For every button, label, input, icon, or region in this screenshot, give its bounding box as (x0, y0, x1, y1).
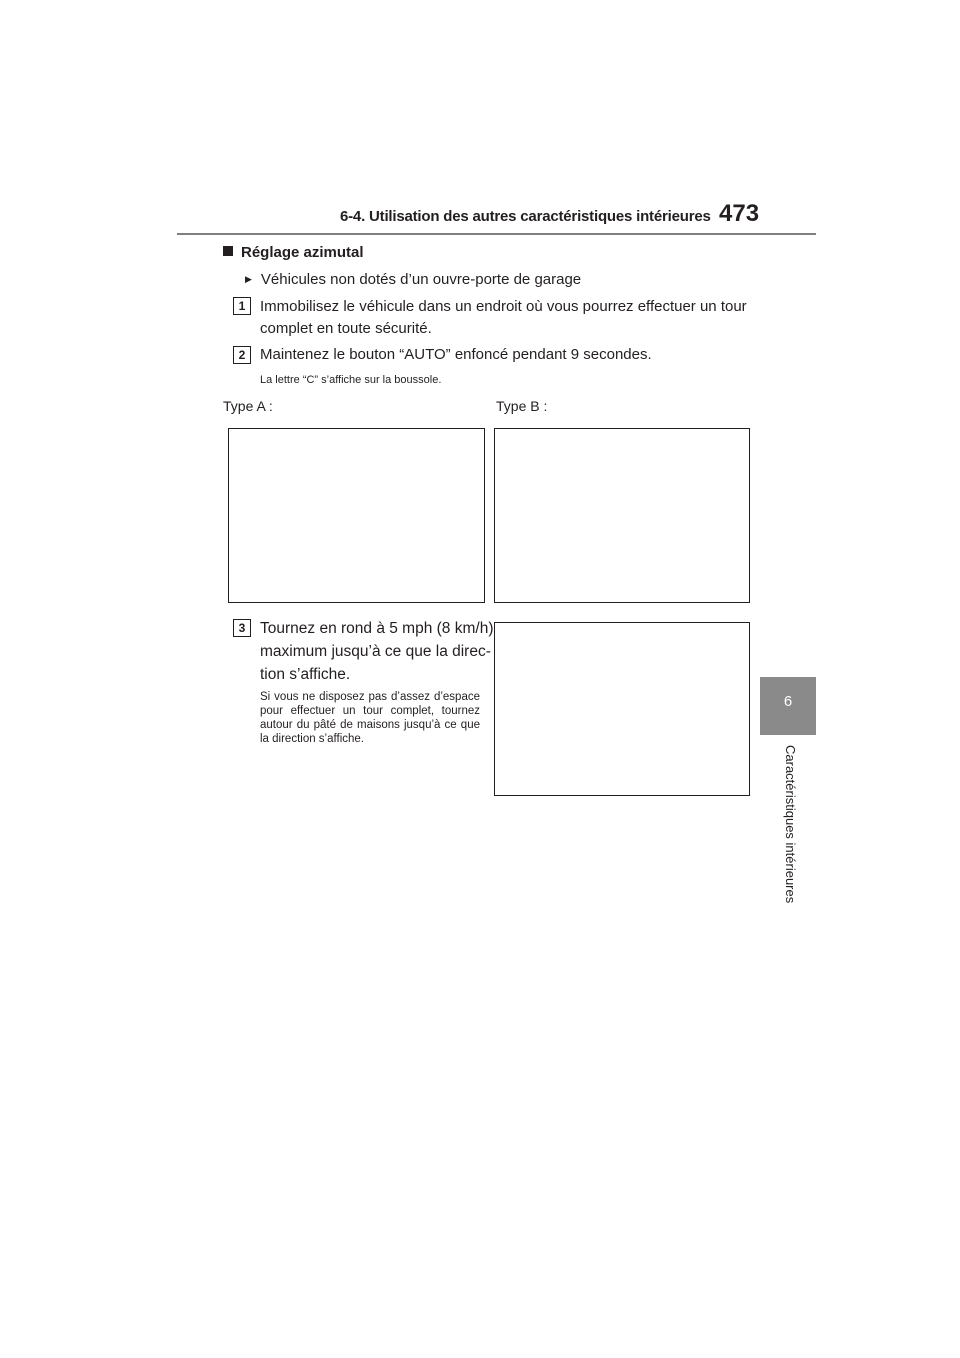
page-number: 473 (719, 200, 760, 227)
step-1-number: 1 (233, 297, 251, 315)
square-bullet-icon (223, 246, 233, 256)
condition-text: Véhicules non dotés d’un ouvre-porte de garage (260, 271, 582, 288)
step-2-number: 2 (233, 346, 251, 364)
step-3-line-1: Tournez en rond à 5 mph (8 km/h) (260, 620, 494, 637)
type-b-label: Type B : (496, 398, 548, 414)
step-3-number: 3 (233, 619, 251, 637)
type-a-label: Type A : (223, 398, 273, 414)
step-1-line-1: Immobilisez le véhicule dans un endroit où vous pourrez effectuer un tour (260, 298, 747, 315)
chapter-title: Caractéristiques intérieures (783, 745, 798, 904)
step-2-note: La lettre “C” s’affiche sur la boussole. (260, 374, 442, 386)
header-divider (177, 233, 816, 235)
step-2-text: Maintenez le bouton “AUTO” enfoncé pendant 9 secondes. (260, 346, 652, 363)
section-heading-text: Réglage azimutal (241, 244, 364, 261)
step-3-line-2: maximum jusqu’à ce que la direc- (260, 643, 491, 660)
step-1-line-2: complet en toute sécurité. (260, 320, 432, 337)
step-3-note: Si vous ne disposez pas d’assez d’espace pour effectuer un tour complet, tournez autour du pâté de maisons jusqu’à ce que la direction s’affiche. (260, 691, 480, 745)
condition-line (245, 271, 581, 288)
section-heading (223, 244, 364, 261)
type-a-illustration (228, 428, 485, 603)
chapter-tab (760, 677, 816, 735)
type-b-illustration (494, 428, 750, 603)
header-section-title: 6-4. Utilisation des autres caractéristiques intérieures (340, 208, 711, 225)
triangle-bullet-icon: ▶ (245, 274, 252, 284)
chapter-number: 6 (783, 693, 793, 710)
step-3-line-3: tion s’affiche. (260, 666, 351, 683)
step-3-illustration (494, 622, 750, 796)
